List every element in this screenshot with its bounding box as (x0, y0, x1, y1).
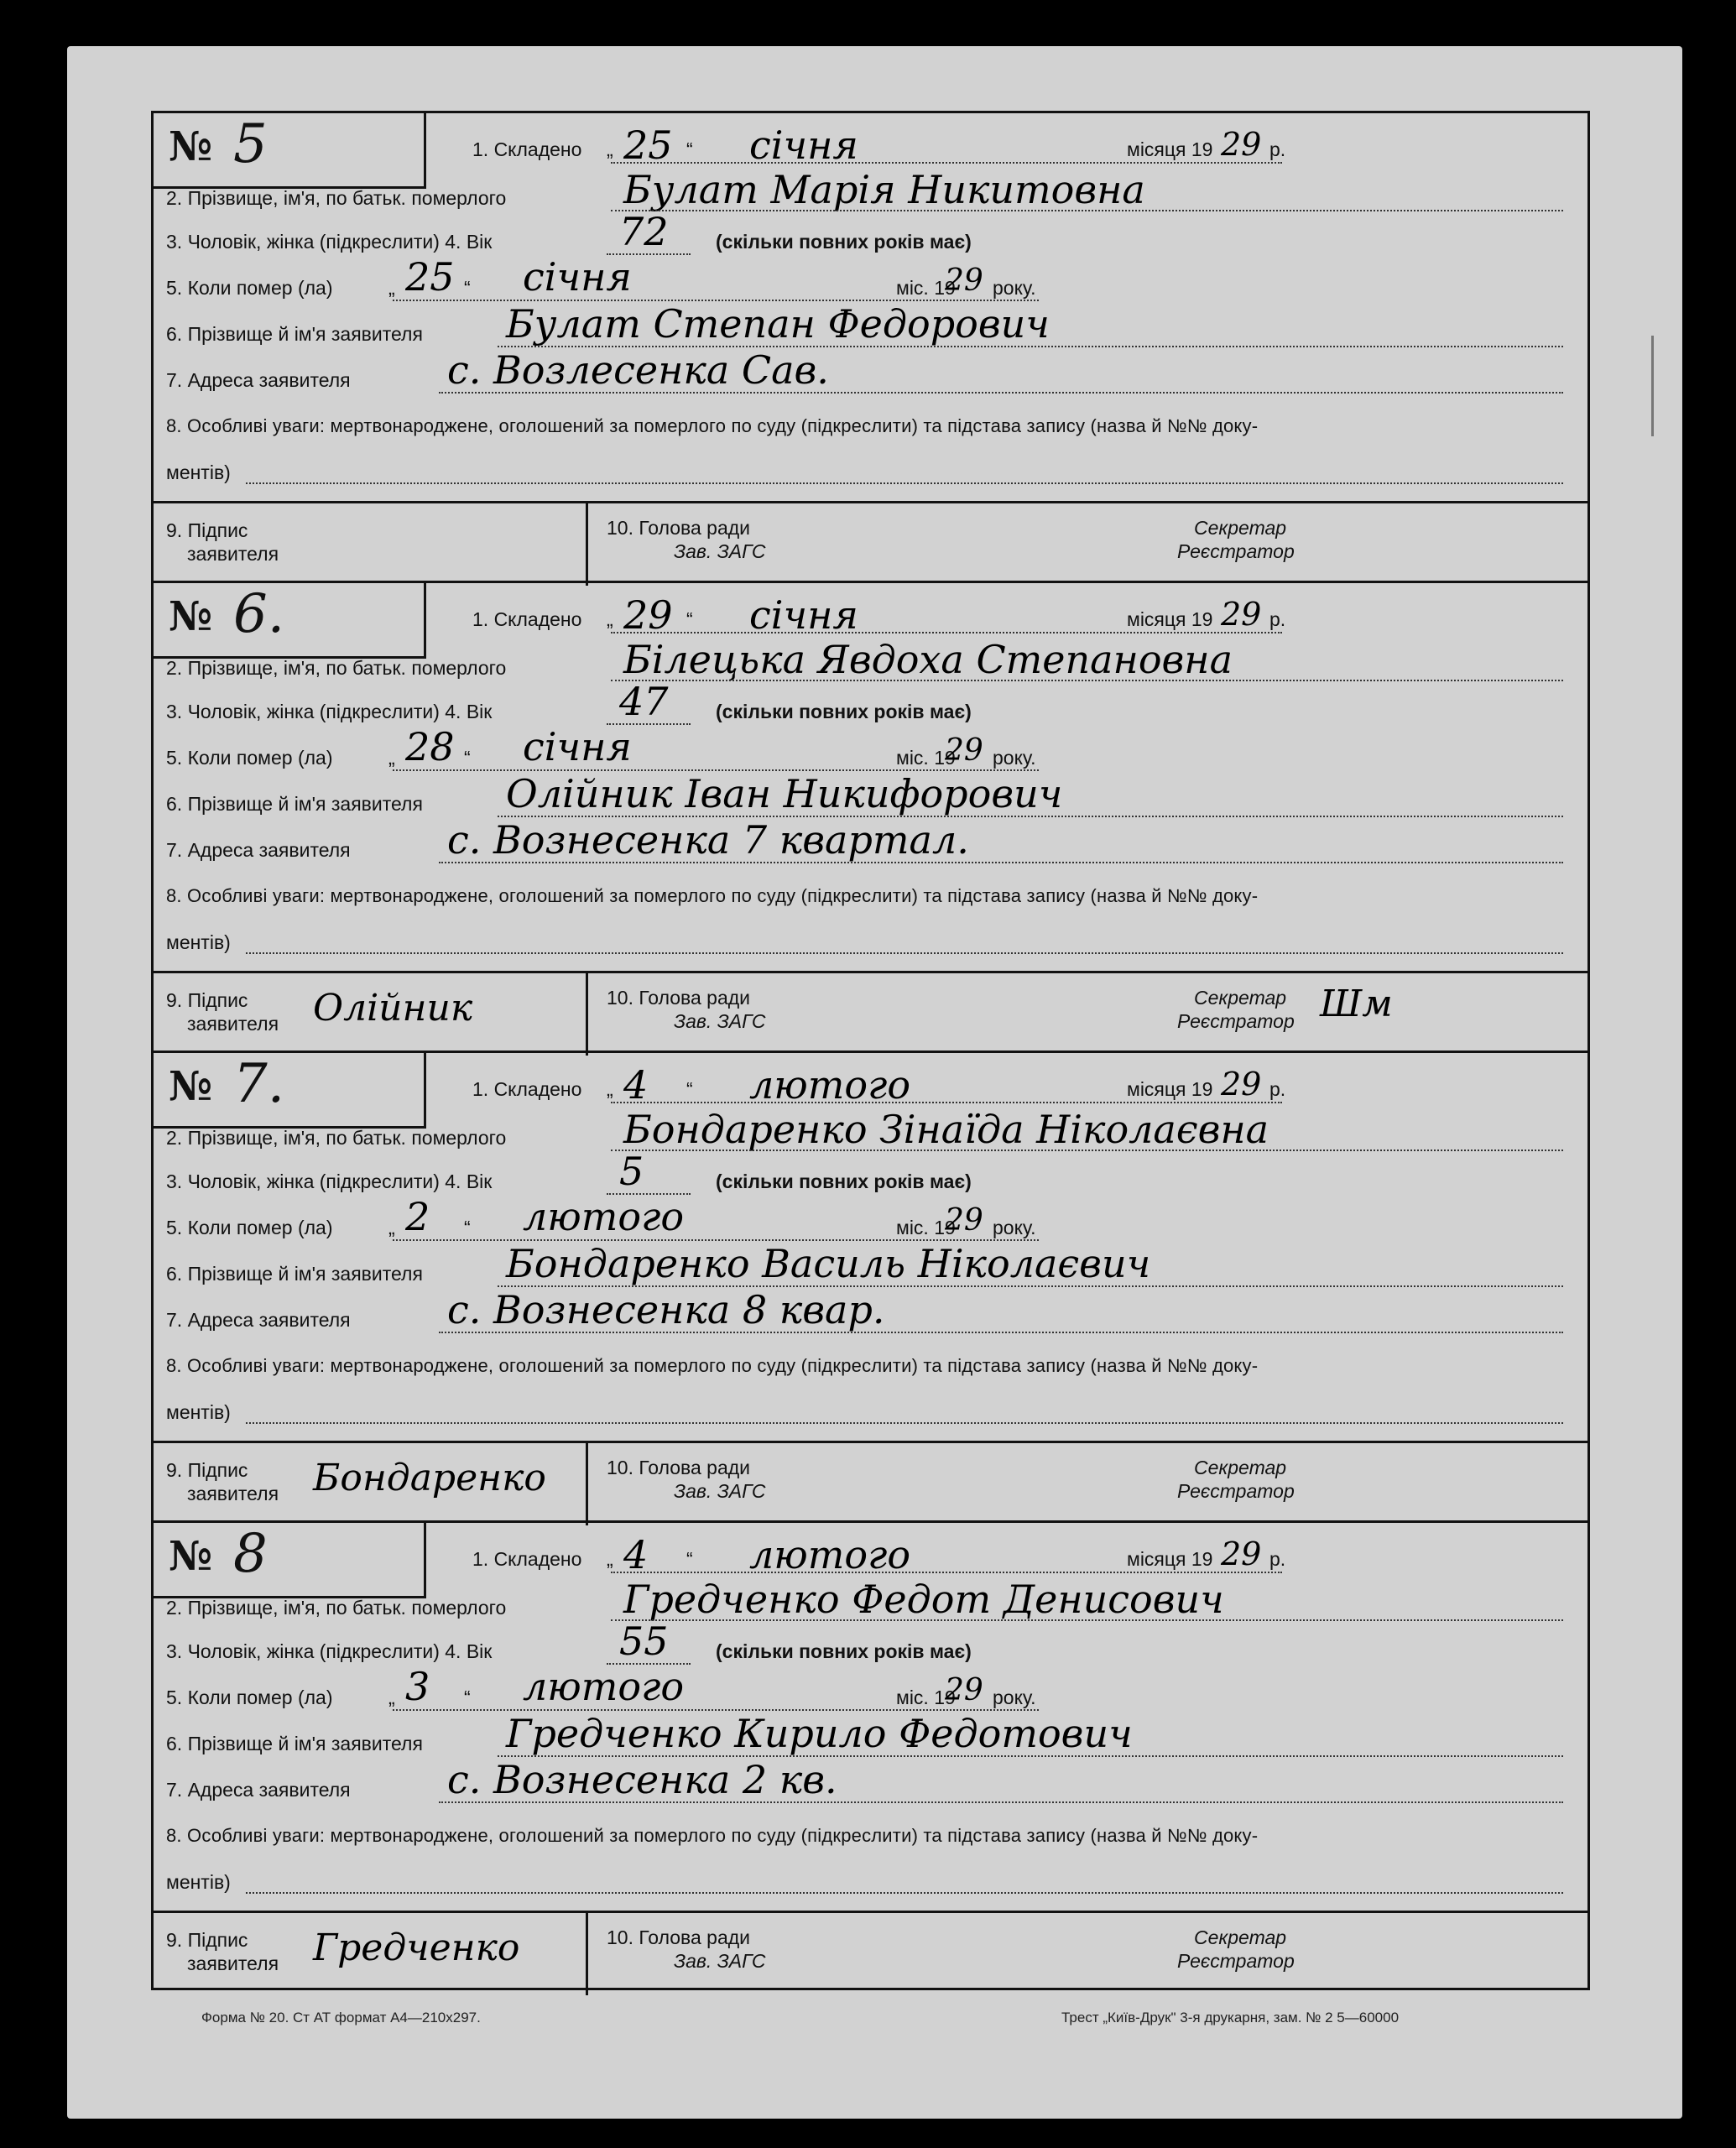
quote-open: „ (607, 1548, 613, 1570)
applicant-signature: Олійник (313, 987, 473, 1030)
signature-divider (586, 1913, 588, 1995)
dotted-line (611, 210, 1563, 211)
quote-open: „ (388, 1687, 395, 1708)
head-label: 10. Голова ради (607, 1926, 751, 1948)
month-year-label: місяця 19 (1127, 138, 1213, 160)
head-label: 10. Голова ради (607, 987, 751, 1009)
year-suffix: р. (1269, 1548, 1286, 1570)
applicant-signature: Бондаренко (313, 1457, 546, 1499)
quote-close: “ (686, 1548, 693, 1570)
scan-crease (1651, 336, 1654, 436)
record-number-box (154, 583, 426, 659)
notes-cont: ментів) (166, 931, 231, 953)
composed-month: січня (749, 592, 858, 638)
quote-close: “ (464, 747, 471, 769)
dotted-line (611, 1150, 1563, 1151)
head-label: 10. Голова ради (607, 1457, 751, 1478)
applicant-name: Олійник Іван Никифорович (506, 771, 1063, 816)
death-month: лютого (523, 1664, 685, 1709)
deceased-name-label: 2. Прізвище, ім'я, по батьк. померлого (166, 187, 507, 209)
deceased-name: Білецька Явдоха Степановна (623, 637, 1233, 682)
quote-open: „ (388, 747, 395, 769)
year-suffix: р. (1269, 1078, 1286, 1100)
composed-month: лютого (749, 1062, 911, 1108)
quote-open: „ (388, 277, 395, 299)
address-label: 7. Адреса заявителя (166, 1779, 351, 1801)
death-year-suffix: року. (993, 747, 1036, 769)
composed-year: 29 (1221, 1535, 1262, 1572)
age-note: (скільки повних років має) (716, 1640, 972, 1662)
address-label: 7. Адреса заявителя (166, 1309, 351, 1331)
secretary-label: Секретар (1194, 987, 1287, 1009)
secretary-label: Секретар (1194, 1457, 1287, 1478)
composed-year: 29 (1221, 1066, 1262, 1103)
applicant-label: 6. Прізвище й ім'я заявителя (166, 793, 423, 815)
notes-cont: ментів) (166, 1871, 231, 1893)
month-year-label: місяця 19 (1127, 1548, 1213, 1570)
record-number: 7. (233, 1053, 285, 1115)
zags-label: Зав. ЗАГС (674, 540, 766, 562)
applicant-name: Гредченко Кирило Федотович (506, 1711, 1133, 1756)
death-year-suffix: року. (993, 1217, 1036, 1238)
signature-divider (586, 973, 588, 1056)
notes-cont: ментів) (166, 1401, 231, 1423)
secretary-label: Секретар (1194, 1926, 1287, 1948)
applicant-label: 6. Прізвище й ім'я заявителя (166, 1263, 423, 1285)
notes-label: 8. Особливі уваги: мертвонароджене, оголошений за померлого по суду (підкреслити) та підстава запису (назва й №№ доку- (166, 885, 1259, 906)
registrar-label: Реєстратор (1177, 540, 1295, 562)
deceased-name: Бондаренко Зінаїда Ніколаєвна (623, 1107, 1269, 1152)
zags-label: Зав. ЗАГС (674, 1010, 766, 1032)
death-year-suffix: року. (993, 277, 1036, 299)
death-year-suffix: року. (993, 1687, 1036, 1708)
quote-close: “ (464, 277, 471, 299)
sex-age-label: 3. Чоловік, жінка (підкреслити) 4. Вік (166, 231, 493, 253)
composed-year: 29 (1221, 126, 1262, 163)
signature-row (154, 1911, 1587, 1993)
dotted-line (246, 952, 1563, 954)
applicant-name: Булат Степан Федорович (506, 301, 1050, 347)
dotted-line (439, 1332, 1563, 1333)
dotted-line (611, 1572, 1282, 1573)
death-year: 29 (945, 733, 983, 768)
death-day: 25 (405, 254, 455, 300)
applicant-address: с. Вознесенка 7 квартал. (447, 817, 969, 863)
dotted-line (246, 1892, 1563, 1894)
age-note: (скільки повних років має) (716, 1170, 972, 1192)
signature-row (154, 1441, 1587, 1523)
composed-label: 1. Складено (472, 1548, 582, 1570)
death-month: січня (523, 724, 632, 769)
applicant-name: Бондаренко Василь Ніколаєвич (506, 1241, 1151, 1286)
signature-label: 9. Підпис (166, 1929, 248, 1951)
zags-label: Зав. ЗАГС (674, 1480, 766, 1502)
record-block (154, 113, 1587, 583)
head-label: 10. Голова ради (607, 517, 751, 539)
age-note: (скільки повних років має) (716, 231, 972, 253)
secretary-label: Секретар (1194, 517, 1287, 539)
applicant-address: с. Вознесенка 8 квар. (447, 1287, 885, 1332)
dotted-line (611, 1102, 1282, 1103)
dotted-line (246, 482, 1563, 484)
registrar-label: Реєстратор (1177, 1950, 1295, 1972)
deceased-name: Гредченко Федот Денисович (623, 1577, 1224, 1622)
dotted-line (246, 1422, 1563, 1424)
composed-day: 4 (623, 1532, 649, 1577)
registrar-signature: Шм (1320, 983, 1393, 1025)
record-number: 5 (233, 113, 268, 175)
composed-label: 1. Складено (472, 608, 582, 630)
dotted-line (439, 862, 1563, 863)
signature-label: 9. Підпис (166, 519, 248, 541)
notes-label: 8. Особливі уваги: мертвонароджене, оголошений за померлого по суду (підкреслити) та підстава запису (назва й №№ доку- (166, 1825, 1259, 1846)
death-month-label: міс. 19 (896, 277, 956, 299)
age-value: 5 (619, 1149, 644, 1194)
record-number-box (154, 1523, 426, 1598)
record-number-box (154, 113, 426, 189)
death-month: січня (523, 254, 632, 300)
dotted-line (439, 392, 1563, 394)
number-sign: № (169, 123, 213, 170)
death-year: 29 (945, 263, 983, 298)
zags-label: Зав. ЗАГС (674, 1950, 766, 1972)
signature-label: 9. Підпис (166, 1459, 248, 1481)
age-value: 72 (619, 209, 669, 254)
record-number: 6. (233, 583, 285, 645)
deceased-name-label: 2. Прізвище, ім'я, по батьк. померлого (166, 1597, 507, 1619)
quote-open: „ (607, 608, 613, 630)
age-note: (скільки повних років має) (716, 701, 972, 722)
death-month-label: міс. 19 (896, 747, 956, 769)
applicant-signature: Гредченко (313, 1926, 520, 1969)
signature-divider (586, 1443, 588, 1525)
applicant-label: 6. Прізвище й ім'я заявителя (166, 1733, 423, 1754)
quote-open: „ (607, 138, 613, 160)
signature-label: заявителя (187, 1013, 279, 1035)
death-day: 2 (405, 1194, 430, 1239)
age-value: 55 (619, 1619, 669, 1664)
composed-year: 29 (1221, 596, 1262, 633)
quote-close: “ (464, 1217, 471, 1238)
death-year: 29 (945, 1203, 983, 1238)
died-label: 5. Коли помер (ла) (166, 1687, 333, 1708)
composed-label: 1. Складено (472, 138, 582, 160)
footer-printer: Трест „Київ-Друк" 3-я друкарня, зам. № 2 5—60000 (1061, 2010, 1400, 2025)
quote-close: “ (686, 138, 693, 160)
quote-open: „ (388, 1217, 395, 1238)
composed-day: 29 (623, 592, 673, 638)
number-sign: № (169, 1063, 213, 1110)
died-label: 5. Коли помер (ла) (166, 747, 333, 769)
record-block (154, 1523, 1587, 1993)
registrar-label: Реєстратор (1177, 1010, 1295, 1032)
dotted-line (611, 680, 1563, 681)
applicant-address: с. Возлесенка Сав. (447, 347, 829, 393)
quote-close: “ (686, 608, 693, 630)
footer-form-number: Форма № 20. Ст АТ формат А4—210х297. (201, 2010, 481, 2025)
quote-close: “ (464, 1687, 471, 1708)
composed-label: 1. Складено (472, 1078, 582, 1100)
death-month: лютого (523, 1194, 685, 1239)
notes-cont: ментів) (166, 461, 231, 483)
sex-age-label: 3. Чоловік, жінка (підкреслити) 4. Вік (166, 1170, 493, 1192)
month-year-label: місяця 19 (1127, 1078, 1213, 1100)
applicant-label: 6. Прізвище й ім'я заявителя (166, 323, 423, 345)
address-label: 7. Адреса заявителя (166, 839, 351, 861)
record-block (154, 583, 1587, 1053)
quote-open: „ (607, 1078, 613, 1100)
signature-row (154, 501, 1587, 583)
dotted-line (611, 632, 1282, 633)
deceased-name-label: 2. Прізвище, ім'я, по батьк. померлого (166, 1127, 507, 1149)
applicant-address: с. Вознесенка 2 кв. (447, 1757, 837, 1802)
dotted-line (439, 1801, 1563, 1803)
death-month-label: міс. 19 (896, 1687, 956, 1708)
died-label: 5. Коли помер (ла) (166, 1217, 333, 1238)
death-day: 3 (405, 1664, 430, 1709)
signature-row (154, 971, 1587, 1053)
death-year: 29 (945, 1673, 983, 1707)
quote-close: “ (686, 1078, 693, 1100)
deceased-name-label: 2. Прізвище, ім'я, по батьк. померлого (166, 657, 507, 679)
dotted-line (611, 162, 1282, 164)
composed-month: лютого (749, 1532, 911, 1577)
address-label: 7. Адреса заявителя (166, 369, 351, 391)
registrar-label: Реєстратор (1177, 1480, 1295, 1502)
number-sign: № (169, 593, 213, 640)
death-month-label: міс. 19 (896, 1217, 956, 1238)
notes-label: 8. Особливі уваги: мертвонароджене, оголошений за померлого по суду (підкреслити) та підстава запису (назва й №№ доку- (166, 1355, 1259, 1376)
notes-label: 8. Особливі уваги: мертвонароджене, оголошений за померлого по суду (підкреслити) та підстава запису (назва й №№ доку- (166, 415, 1259, 436)
year-suffix: р. (1269, 138, 1286, 160)
death-register-form (151, 111, 1590, 1990)
death-day: 28 (405, 724, 455, 769)
record-number: 8 (233, 1523, 268, 1585)
died-label: 5. Коли помер (ла) (166, 277, 333, 299)
record-block (154, 1053, 1587, 1523)
composed-day: 4 (623, 1062, 649, 1108)
signature-label: 9. Підпис (166, 989, 248, 1011)
signature-label: заявителя (187, 1952, 279, 1974)
composed-day: 25 (623, 123, 673, 168)
month-year-label: місяця 19 (1127, 608, 1213, 630)
sex-age-label: 3. Чоловік, жінка (підкреслити) 4. Вік (166, 701, 493, 722)
year-suffix: р. (1269, 608, 1286, 630)
signature-divider (586, 503, 588, 586)
record-number-box (154, 1053, 426, 1129)
dotted-line (611, 1619, 1563, 1621)
composed-month: січня (749, 123, 858, 168)
sex-age-label: 3. Чоловік, жінка (підкреслити) 4. Вік (166, 1640, 493, 1662)
signature-label: заявителя (187, 1483, 279, 1504)
number-sign: № (169, 1533, 213, 1580)
deceased-name: Булат Марія Никитовна (623, 167, 1145, 212)
signature-label: заявителя (187, 543, 279, 565)
age-value: 47 (619, 679, 669, 724)
